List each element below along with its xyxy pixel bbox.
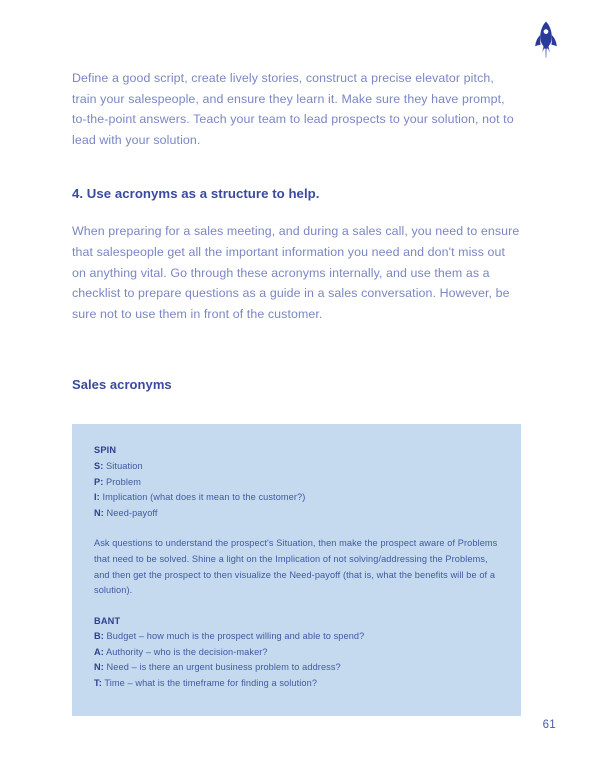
spin-item-3-letter: N: (94, 507, 104, 518)
rocket-icon (533, 20, 559, 58)
spacer (72, 395, 521, 424)
spin-item-1-text: Problem (103, 476, 141, 487)
page-number: 61 (542, 719, 556, 731)
bant-item-3-letter: T: (94, 678, 102, 689)
spacer (94, 599, 499, 614)
spin-item-2 (94, 490, 499, 506)
spacer (94, 521, 499, 536)
bant-item-2-letter: N: (94, 662, 104, 673)
bant-item-1-letter: A: (94, 646, 104, 657)
bant-item-0-letter: B: (94, 631, 104, 642)
spacer (72, 324, 521, 375)
spacer (72, 150, 521, 184)
bant-item-0-text: Budget – how much is the prospect willing and able to spend? (103, 631, 365, 642)
bant-title: BANT (94, 615, 121, 626)
bant-item-0 (94, 629, 499, 645)
spacer (72, 204, 521, 221)
spin-title: SPIN (94, 445, 117, 456)
content-column (72, 68, 521, 716)
spin-item-0-text: Situation (103, 460, 143, 471)
bant-item-2 (94, 660, 499, 676)
sales-acronyms-heading: Sales acronyms (72, 377, 172, 393)
acronyms-callout-box (72, 424, 521, 715)
spin-item-3-text: Need-payoff (103, 507, 158, 518)
section-heading: 4. Use acronyms as a structure to help. (72, 186, 320, 202)
spin-item-0-letter: S: (94, 460, 104, 471)
bant-item-1-text: Authority – who is the decision-maker? (103, 646, 268, 657)
spin-item-0 (94, 459, 499, 475)
bant-item-1 (94, 645, 499, 661)
spin-item-2-letter: I: (94, 492, 100, 503)
bant-item-3 (94, 676, 499, 692)
spin-item-1 (94, 475, 499, 491)
bant-item-2-text: Need – is there an urgent business problem to address? (103, 662, 341, 673)
spin-item-1-letter: P: (94, 476, 104, 487)
section-paragraph: When preparing for a sales meeting, and during a sales call, you need to ensure that salespeople get all the important information you need and don't miss out on anything vital. Go through these acronyms internally, and use them as a checklist to prepare questions as a guide in a sales conversation. However, be sure not to use them in front of the customer. (72, 224, 520, 321)
spin-item-2-text: Implication (what does it mean to the customer?) (99, 492, 306, 503)
intro-paragraph: Define a good script, create lively stories, construct a precise elevator pitch, train your salespeople, and ensure they learn it. Make sure they have prompt, to-the-point answers. Teach your team to lead prospects to your solution, not to lead with your solution. (72, 71, 514, 147)
spin-explanation: Ask questions to understand the prospect's Situation, then make the prospect aware of Problems that need to be solved. Shine a light on the Implication of not solving/addressing the Problems, and then get the prospect to then visualize the Need-payoff (that is, what the benefits will be of a solution). (94, 538, 498, 596)
spin-item-3 (94, 506, 499, 522)
bant-item-3-text: Time – what is the timeframe for finding a solution? (101, 678, 318, 689)
